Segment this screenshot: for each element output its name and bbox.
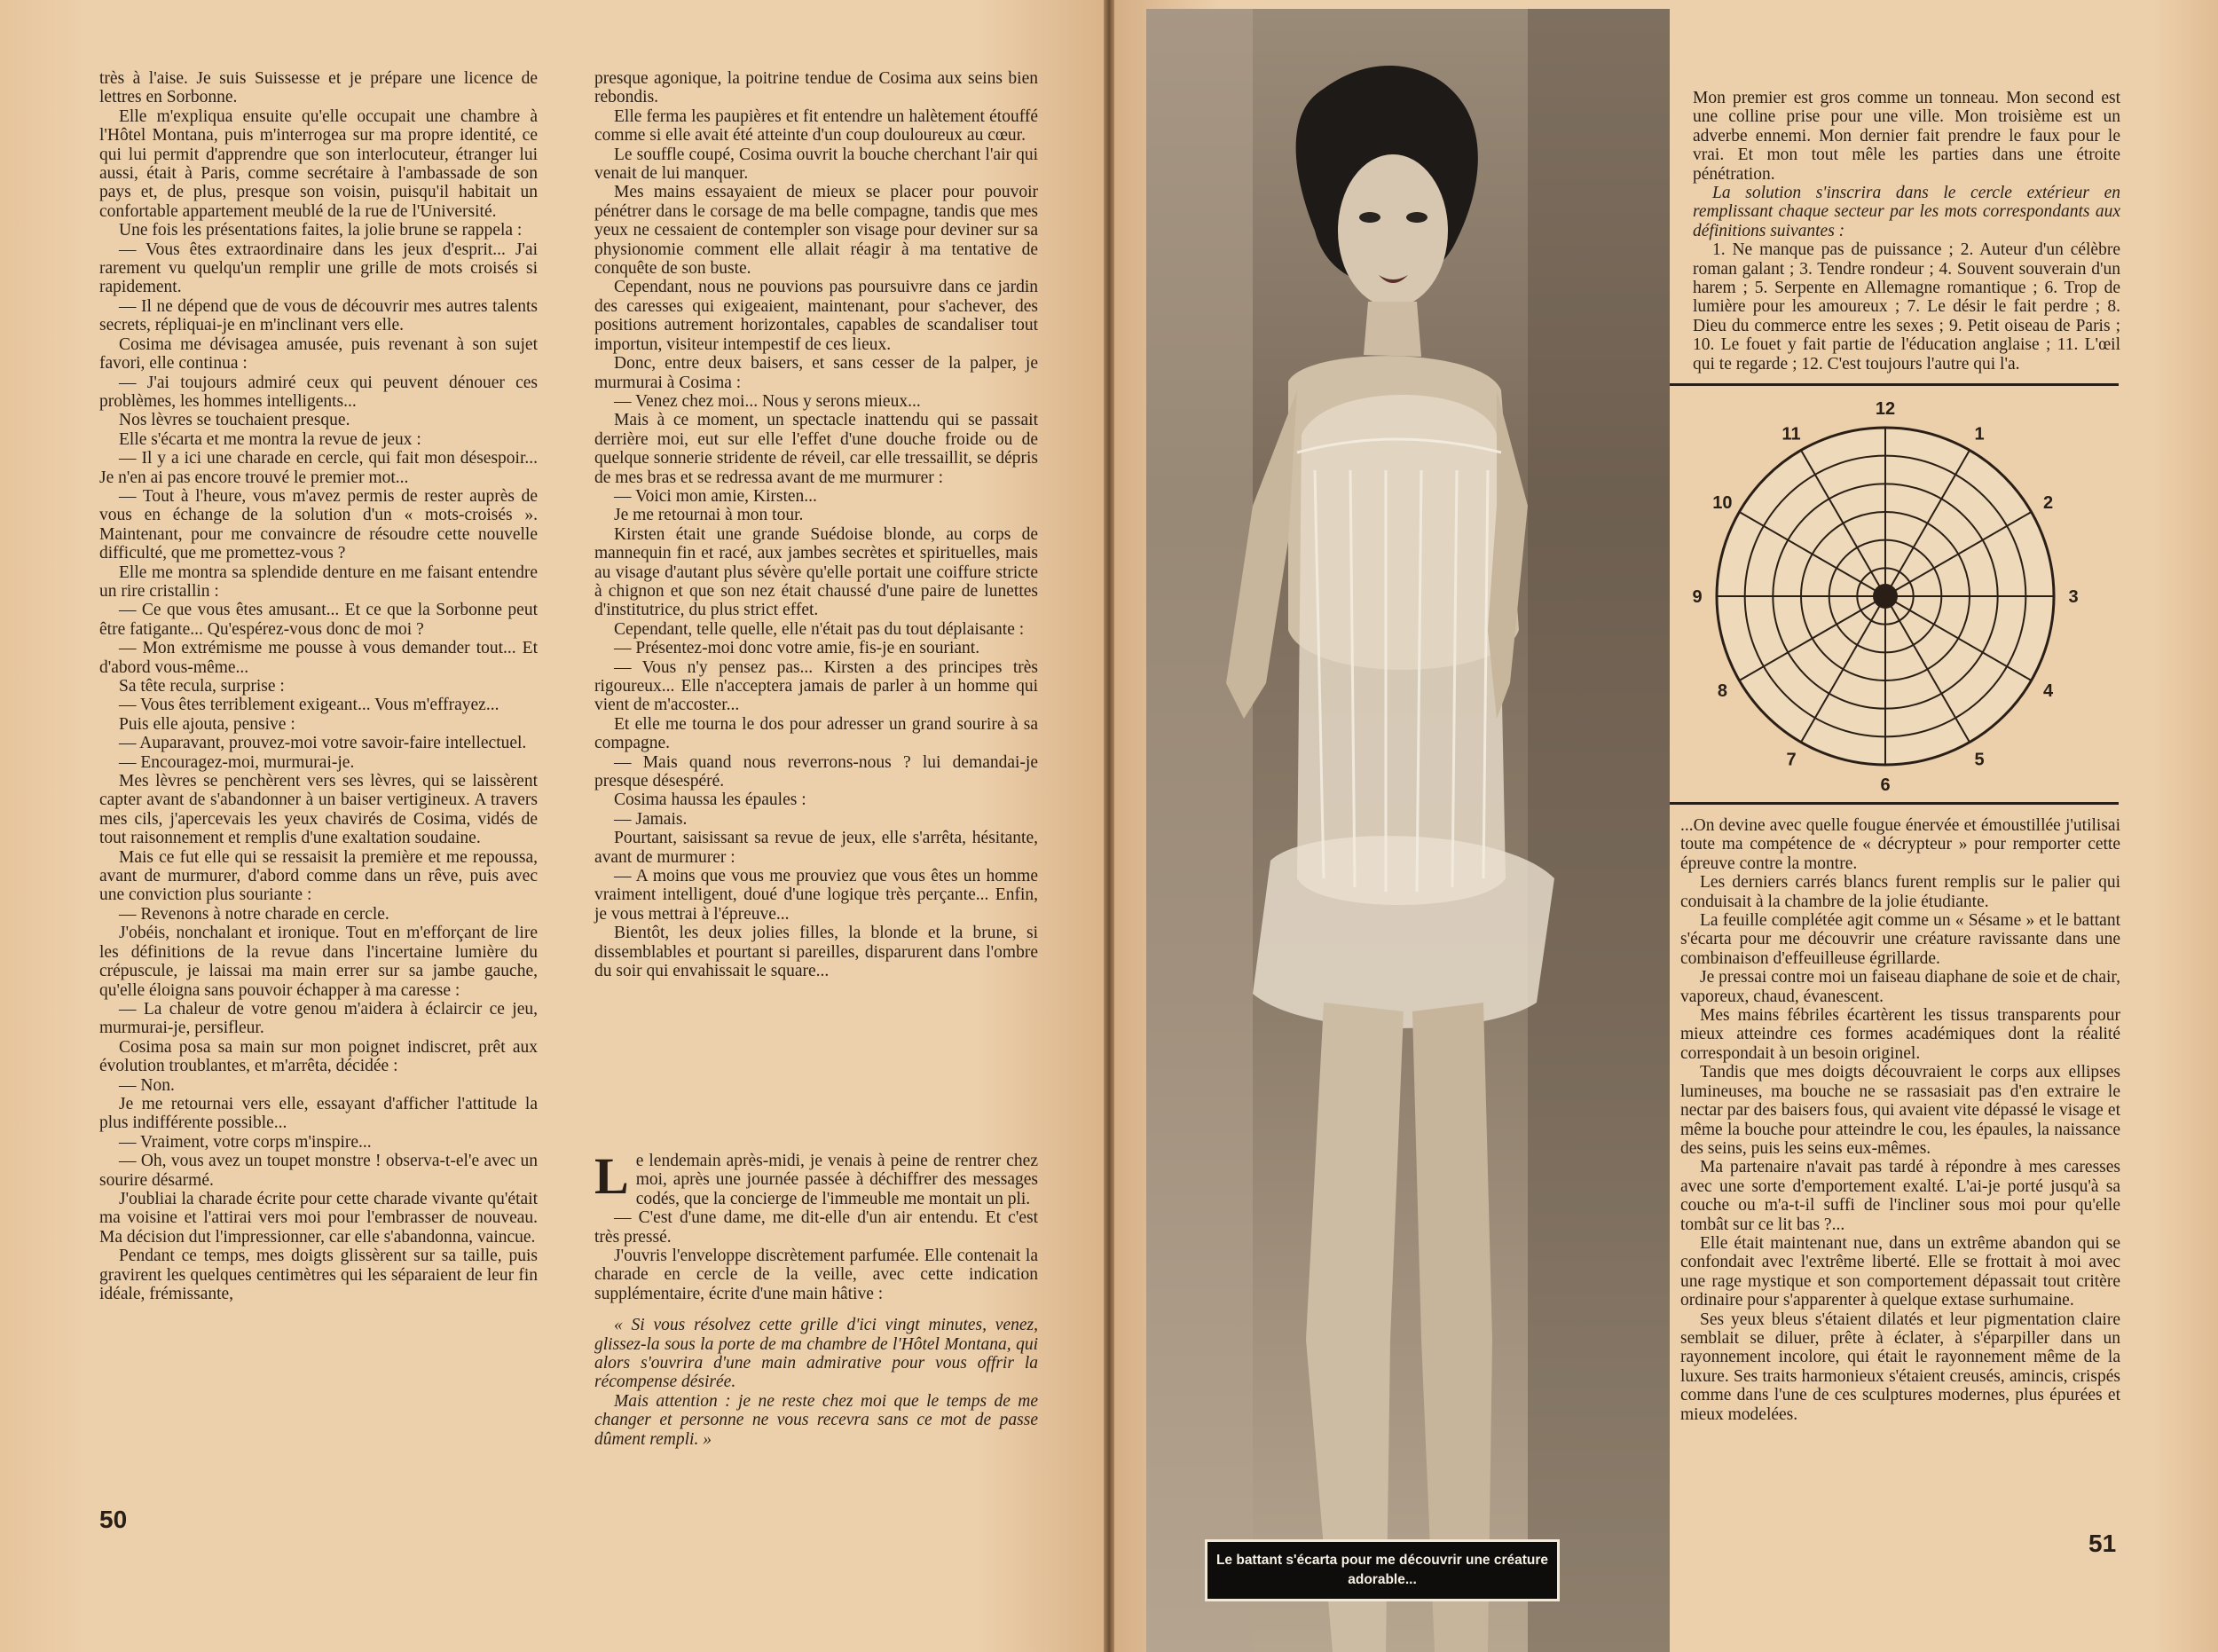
paragraph: ...On devine avec quelle fougue énervée et émoustillée j'utilisai toute ma compétence de « décrypteur » pour remporter cette épreuve contre la montre. [1680,816,2120,873]
sector-number-label: 12 [1875,399,1896,419]
paragraph: Cosima me dévisagea amusée, puis revenant à son sujet favori, elle continua : [99,334,538,374]
page-number-right: 51 [2088,1530,2117,1557]
paragraph: La feuille complétée agit comme un « Sésame » et le battant s'écarta pour me découvrir une créature ravissante dans une combinaison d'effeuilleuse égrillarde. [1680,911,2120,968]
right-column-story [1680,816,2120,1424]
paragraph: J'oubliai la charade écrite pour cette charade vivante qu'était ma voisine et l'attirai vers moi pour l'embrasser de nouveau. Ma décision dut l'impressionner, car elle s'abandonna, vaincue. [99,1189,538,1247]
paragraph: presque agonique, la poitrine tendue de Cosima aux seins bien rebondis. [594,69,1038,107]
paragraph: — Il ne dépend que de vous de découvrir mes autres talents secrets, répliquai-je en m'inclinant vers elle. [99,296,538,335]
paragraph: — Il y a ici une charade en cercle, qui fait mon désespoir... Je n'en ai pas encore trouvé le premier mot... [99,449,538,487]
page-number-left: 50 [99,1506,128,1533]
paragraph: — Revenons à notre charade en cercle. [119,904,389,924]
paragraph: — Non. [119,1075,175,1095]
paragraph: Elle s'écarta et me montra la revue de jeux : [119,429,421,449]
sector-number-label: 5 [1974,750,1985,770]
paragraph: — Vraiment, votre corps m'inspire... [119,1132,372,1152]
paragraph: — Vous êtes terriblement exigeant... Vous m'effrayez... [119,696,499,715]
sector-number-label: 9 [1692,587,1703,607]
paragraph: — Ce que vous êtes amusant... Et ce que la Sorbonne peut être fatigante... Qu'espérez-vous donc de moi ? [99,601,538,639]
paragraph: Tandis que mes doigts découvraient le corps aux ellipses lumineuses, ma bouche ne se rassasiait pas d'en extraire le nectar par des baisers fous, qui avaient vite dépassé le visage et même la bouche pour atteindre le cou, les épaules, la naissance des seins, puis les seins eux-mêmes. [1680,1063,2120,1158]
paragraph: Les derniers carrés blancs furent remplis sur le palier qui conduisait à la chambre de la jolie étudiante. [1680,873,2120,911]
paragraph: Donc, entre deux baisers, et sans cesser de la palper, je murmurai à Cosima : [594,354,1038,392]
paragraph: J'obéis, nonchalant et ironique. Tout en m'efforçant de lire les définitions de la revue dans l'incertaine lumière du crépuscule, je laissai ma main errer sur sa jambe gauche, qu'elle éloigna sans pouvoir échapper à ma caresse : [99,924,538,1000]
paragraph: Je pressai contre moi un faiseau diaphane de soie et de chair, vaporeux, chaud, évanescent. [1680,968,2120,1006]
paragraph: Pendant ce temps, mes doigts glissèrent sur sa taille, puis gravirent les quelques centimètres qui les séparaient de leur fin idéale, frémissante, [99,1247,538,1303]
paragraph: — Mon extrémisme me pousse à vous demander tout... Et d'abord vous-même... [99,639,538,677]
paragraph: Ma partenaire n'avait pas tardé à répondre à mes caresses avec une sorte d'emportement exalté. L'ai-je porté jusqu'à sa couche ou m'a-t-il suffi de l'incliner sous moi pour qu'elle tombât sur ce lit bas ?... [1680,1158,2120,1234]
paragraph: J'ouvris l'enveloppe discrètement parfumée. Elle contenait la charade en cercle de la veille, avec cette indication supplémentaire, écrite d'une main hâtive : [594,1247,1038,1303]
illustration-caption: Le battant s'écarta pour me découvrir une créature adorable... [1205,1539,1560,1601]
paragraph: Cependant, nous ne pouvions pas poursuivre dans ce jardin des caresses qui exigeaient, maintenant, pour s'achever, des positions autrement horizontales, capables de scandaliser tout importun, visiteur intempestif de ces lieux. [594,278,1038,354]
paragraph: — C'est d'une dame, me dit-elle d'un air entendu. Et c'est très pressé. [594,1208,1038,1247]
paragraph: — A moins que vous me prouviez que vous êtes un homme vraiment intelligent, doué d'une logique très perçante... Enfin, je vous mettrai à l'épreuve... [594,867,1038,924]
left-column-2-section [594,1147,1038,1449]
paragraph: très à l'aise. Je suis Suissesse et je prépare une licence de lettres en Sorbonne. [99,69,538,107]
paragraph: Une fois les présentations faites, la jolie brune se rappela : [119,221,523,240]
paragraph: Pourtant, saisissant sa revue de jeux, elle s'arrêta, hésitante, avant de murmurer : [594,829,1038,867]
book-gutter [1104,0,1114,1652]
paragraph: — Présentez-moi donc votre amie, fis-je en souriant. [614,639,980,658]
paragraph: — Tout à l'heure, vous m'avez permis de rester auprès de vous en échange de la solution d'un « mots-croisés ». Maintenant, pour me convaincre de résoudre cette nouvelle difficulté, que me promettez-vous ? [99,486,538,563]
puzzle-intro: Mon premier est gros comme un tonneau. Mon second est une colline prise pour une ville. Mon troisième est un adverbe ennemi. Mon dernier fait prendre le faux pour le vrai. Et mon tout mêle les parties dans une étroite pénétration. [1693,89,2120,184]
paragraph: Le souffle coupé, Cosima ouvrit la bouche cherchant l'air qui venait de lui manquer. [594,145,1038,184]
italic-note: Mais attention : je ne reste chez moi que le temps de me changer et personne ne vous recevra sans ce mot de passe dûment rempli. » [594,1391,1038,1449]
sector-number-label: 11 [1781,424,1801,444]
paragraph: Nos lèvres se touchaient presque. [119,411,350,430]
paragraph: Je me retournai à mon tour. [614,506,804,525]
paragraph: Kirsten était une grande Suédoise blonde, au corps de mannequin fin et racé, aux jambes secrètes et spirituelles, mais au visage d'autant plus sévère qu'elle portait une coiffure stricte à chignon et que son nez était chaussé d'une paire de lunettes d'institutrice, du plus strict effet. [594,524,1038,620]
paragraph: Bientôt, les deux jolies filles, la blonde et la brune, si dissemblables et pourtant si pareilles, disparurent dans l'ombre du soir qui envahissait le square... [594,924,1038,981]
paragraph: — Vous êtes extraordinaire dans les jeux d'esprit... J'ai rarement vu quelqu'un remplir une grille de mots croisés si rapidement. [99,240,538,297]
paragraph: — Encouragez-moi, murmurai-je. [119,752,355,772]
sector-number-label: 10 [1712,493,1733,513]
puzzle-text [1693,89,2120,374]
paragraph: Je me retournai vers elle, essayant d'afficher l'attitude la plus indifférente possible... [99,1094,538,1133]
paragraph: — Auparavant, prouvez-moi votre savoir-faire intellectuel. [119,734,527,753]
paragraph: Puis elle ajouta, pensive : [119,714,295,734]
woman-illustration [1146,9,1670,1652]
sector-number-label: 7 [1786,750,1797,770]
paragraph: Mais à ce moment, un spectacle inattendu qui se passait derrière moi, eut sur elle l'effet d'une douche froide ou de quelque sonnerie stridente de réveil, car elle tressaillit, se dépris de mes bras et se redressa avant de me murmurer : [594,411,1038,487]
paragraph: Et elle me tourna le dos pour adresser un grand sourire à sa compagne. [594,714,1038,753]
paragraph: Cependant, telle quelle, elle n'était pas du tout déplaisante : [614,619,1025,639]
sector-number-label: 8 [1717,681,1727,701]
paragraph: — J'ai toujours admiré ceux qui peuvent dénouer ces problèmes, les hommes intelligents... [99,373,538,411]
sector-number-label: 3 [2068,587,2079,607]
paragraph: — Venez chez moi... Nous y serons mieux... [614,391,921,411]
paragraph: Sa tête recula, surprise : [119,677,285,696]
paragraph: Elle m'expliqua ensuite qu'elle occupait une chambre à l'Hôtel Montana, puis m'interrogea sur ma propre identité, ce qui lui permit d'apprendre que son interlocuteur, étranger lui aussi, était à Paris, comme secrétaire à l'ambassade de son pays et, de plus, presque son voisin, puisqu'il habitait un confortable appartement meublé de la rue de l'Université. [99,106,538,221]
sector-number-label: 4 [2043,681,2054,701]
paragraph: Cosima posa sa main sur mon poignet indiscret, prêt aux évolution troublantes, et m'arrêta, décidée : [99,1037,538,1076]
paragraph: — Oh, vous avez un toupet monstre ! observa-t-el'e avec un sourire désarmé. [99,1152,538,1190]
paragraph: — Voici mon amie, Kirsten... [614,486,817,506]
sector-number-label: 2 [2043,493,2054,513]
sector-number-label: 1 [1974,424,1985,444]
paragraph: Ses yeux bleus s'étaient dilatés et leur pigmentation claire semblait se diluer, prête à éclater, à s'éparpiller dans un rayonnement incolore, qui était le rayonnement même de la luxure. Ses traits harmonieux s'étaient creusés, amincis, crispés comme dans l'une de ces sculptures modernes, plus épurées et mieux modelées. [1680,1310,2120,1424]
paragraph: Mes mains fébriles écartèrent les tissus transparents pour mieux atteindre ces formes académiques dont la réalité correspondait à un besoin originel. [1680,1006,2120,1063]
paragraph: Cosima haussa les épaules : [614,791,806,810]
paragraph: Mais ce fut elle qui se ressaisit la première et me repoussa, avant de murmurer, d'abord comme dans un rêve, puis avec une conviction plus souriante : [99,847,538,905]
paragraph: Elle me montra sa splendide denture en me faisant entendre un rire cristallin : [99,562,538,601]
sector-number-label: 6 [1880,775,1891,795]
circular-puzzle-grid [1677,392,2094,800]
grid-hub [1873,584,1898,609]
left-column-1 [99,69,538,1303]
paragraph: — Mais quand nous reverrons-nous ? lui demandai-je presque désespéré. [594,752,1038,791]
illustration-drawing [1146,9,1670,1652]
paragraph: — Jamais. [614,809,688,829]
rule-bottom [1670,802,2119,805]
paragraph: — La chaleur de votre genou m'aidera à éclaircir ce jeu, murmurai-je, persifleur. [99,999,538,1038]
paragraph: Elle ferma les paupières et fit entendre un halètement étouffé comme si elle avait été atteinte d'un coup douloureux au cœur. [594,106,1038,146]
puzzle-definitions: 1. Ne manque pas de puissance ; 2. Auteur d'un célèbre roman galant ; 3. Tendre rondeur ; 4. Souvent souverain d'un harem ; 5. Serpente en Allemagne romantique ; 6. Trop de lumière pour les amoureux ; 7. Le désir le fait perdre ; 8. Dieu du commerce entre les sexes ; 9. Petit oiseau de Paris ; 10. Le fouet y fait partie de l'éducation anglaise ; 11. L'œil qui te regarde ; 12. C'est toujours l'autre qui l'a. [1693,240,2120,374]
drop-cap: L [594,1147,629,1205]
paragraph: Mes mains essayaient de mieux se placer pour pouvoir pénétrer dans le corsage de ma belle compagne, tandis que mes yeux ne cessaient de contempler son visage pour deviner sur sa physionomie comment elle allait réagir à ma tentative de conquête de son buste. [594,183,1038,279]
section-opening-paragraph: Le lendemain après-midi, je venais à peine de rentrer chez moi, après une journée passée à déchiffrer des messages codés, que la concierge de l'immeuble me montait un pli. [594,1147,1038,1208]
rule-top [1670,383,2119,386]
paragraph: — Vous n'y pensez pas... Kirsten a des principes très rigoureux... Elle n'acceptera jamais de parler à un homme qui vient de m'accoster... [594,657,1038,715]
italic-note: « Si vous résolvez cette grille d'ici vingt minutes, venez, glissez-la sous la porte de ma chambre de l'Hôtel Montana, qui alors s'ouvrira d'une main admirative pour vous offrir la récompense désirée. [594,1316,1038,1392]
left-column-2 [594,69,1038,981]
paragraph: Elle était maintenant nue, dans un extrême abandon qui se confondait avec l'extrême liberté. Elle se frottait à moi avec une rage mystique et son comportement dépassait tout critère ordinaire pour s'apparenter à quelque extase surhumaine. [1680,1233,2120,1310]
puzzle-instruction: La solution s'inscrira dans le cercle extérieur en remplissant chaque secteur par les mots correspondants aux définitions suivantes : [1693,184,2120,240]
paragraph: Mes lèvres se penchèrent vers ses lèvres, qui se laissèrent capter avant de s'abandonner à un baiser vertigineux. A travers mes cils, j'apercevais les yeux chavirés de Cosima, vidés de tout raisonnement et remplis d'une exaltation soudaine. [99,772,538,848]
